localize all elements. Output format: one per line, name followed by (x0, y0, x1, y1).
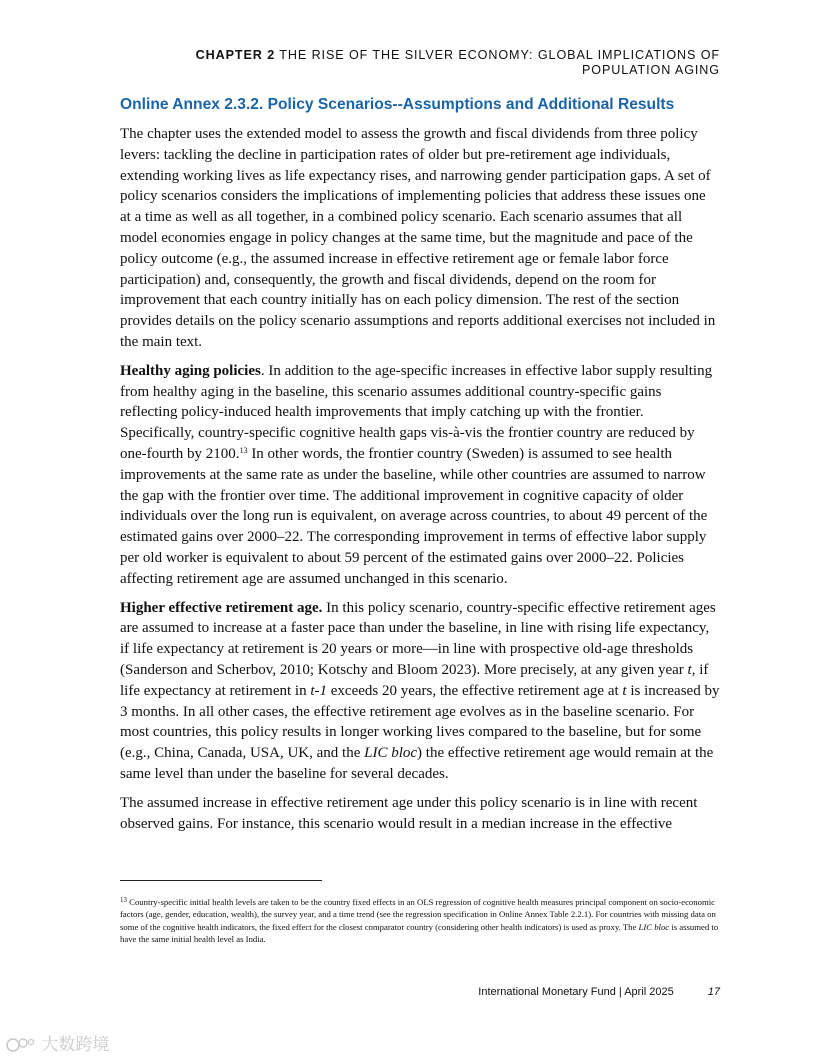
retirement-italic-t-minus-1: t-1 (310, 682, 327, 699)
chapter-label: CHAPTER 2 (195, 48, 276, 62)
healthy-aging-heading: Healthy aging policies (120, 362, 261, 379)
healthy-aging-text-b: In other words, the frontier country (Sweden) is assumed to see health improvements at the same rate as under the baseline, while other countries are assumed to narrow the gap with the frontier over time. The additional improvement in cognitive capacity of older individuals over the long run is equivalent, on average across countries, to about 49 percent of the estimated gains over 2000–22. The corresponding improvement in terms of effective labor supply per old worker is equivalent to about 59 percent of the estimated gains over 2000–22. Policies affecting retirement age are assumed unchanged in this scenario. (120, 445, 708, 587)
retirement-age-heading: Higher effective retirement age. (120, 599, 323, 616)
healthy-aging-paragraph (120, 361, 720, 590)
running-header (100, 48, 720, 78)
body-text (120, 124, 720, 842)
footnote-number: 13 (120, 896, 127, 904)
footnote-text-b: is assumed to have the same initial health level as India. (120, 921, 719, 945)
retirement-text-b: , if life expectancy at retirement in (120, 661, 709, 699)
page-footer (478, 986, 720, 998)
page-number: 17 (707, 986, 720, 998)
retirement-text-c: exceeds 20 years, the effective retirement age at (327, 682, 623, 699)
retirement-text-a: In this policy scenario, country-specific effective retirement ages are assumed to increase at a faster pace than under the baseline, in line with rising life expectancy, if life expectancy at retirement is 20 years or more—in line with prospective old-age thresholds (Sanderson and Scherbov, 2010; Kotschy and Bloom 2023). More precisely, at any given year (120, 599, 716, 678)
healthy-aging-text-a: . In addition to the age-specific increases in effective labor supply resulting from healthy aging in the baseline, this scenario assumes additional country-specific gains reflecting policy-induced health improvements that imply catching up with the frontier. Specifically, country-specific cognitive health gaps vis-à-vis the frontier country are reduced by one-fourth by 2100. (120, 362, 713, 462)
chapter-title-line2: POPULATION AGING (581, 63, 720, 77)
footnote-text-a: Country-specific initial health levels are taken to be the country fixed effects in an OLS regression of cognitive health measures principal component on socio-economic factors (age, gender, education, wealth), the survey year, and a time trend (see the regression specification in Online Annex Table 2.2.1). For countries with missing data on some of the cognitive health indicators, the fixed effect for the closest comparator country (considering other health indicators) is used as proxy. The (120, 897, 716, 932)
chapter-title-line1: THE RISE OF THE SILVER ECONOMY: GLOBAL IMPLICATIONS OF (279, 48, 720, 62)
retirement-italic-lic-bloc: LIC bloc (364, 745, 418, 762)
watermark-text: 大数跨境 (41, 1035, 110, 1055)
footnote-divider (120, 880, 322, 881)
retirement-italic-t-2: t (622, 682, 627, 699)
footnote (120, 896, 720, 946)
watermark-logo-icon (6, 1036, 36, 1054)
footnote-italic-lic-bloc: LIC bloc (638, 921, 670, 932)
footer-publisher: International Monetary Fund | April 2025 (478, 986, 674, 998)
intro-paragraph: The chapter uses the extended model to assess the growth and fiscal dividends from three policy levers: tackling the decline in participation rates of older but pre-retirement age individuals, extending working lives as life expectancy rises, and narrowing gender participation gaps. A set of policy scenarios considers the implications of implementing policies that address these issues one at a time as well as all together, in a combined policy scenario. Each scenario assumes that all model economies engage in policy changes at the same time, but the magnitude and pace of the policy outcome (e.g., the assumed increase in effective retirement age or female labor force participation) and, consequently, the growth and fiscal dividends, depend on the room for improvement that each country initially has on each policy dimension. The rest of the section provides details on the policy scenario assumptions and reports additional exercises not included in the main text. (120, 126, 716, 350)
footnote-reference[interactable]: 13 (239, 445, 248, 455)
retirement-text-e: ) the effective retirement age would remain at the same level than under the baseline for several decades. (120, 745, 714, 782)
retirement-age-paragraph (120, 598, 720, 785)
retirement-text-d: is increased by 3 months. In all other cases, the effective retirement age evolves as in the baseline scenario. For most countries, this policy results in longer working lives compared to the baseline, but for some (e.g., China, Canada, USA, UK, and the (120, 682, 720, 762)
assumed-increase-paragraph: The assumed increase in effective retirement age under this policy scenario is in line with recent observed gains. For instance, this scenario would result in a median increase in the effective (120, 794, 698, 832)
retirement-italic-t: t (687, 661, 692, 678)
section-title: Online Annex 2.3.2. Policy Scenarios--Assumptions and Additional Results (120, 96, 675, 113)
watermark (6, 1030, 109, 1055)
